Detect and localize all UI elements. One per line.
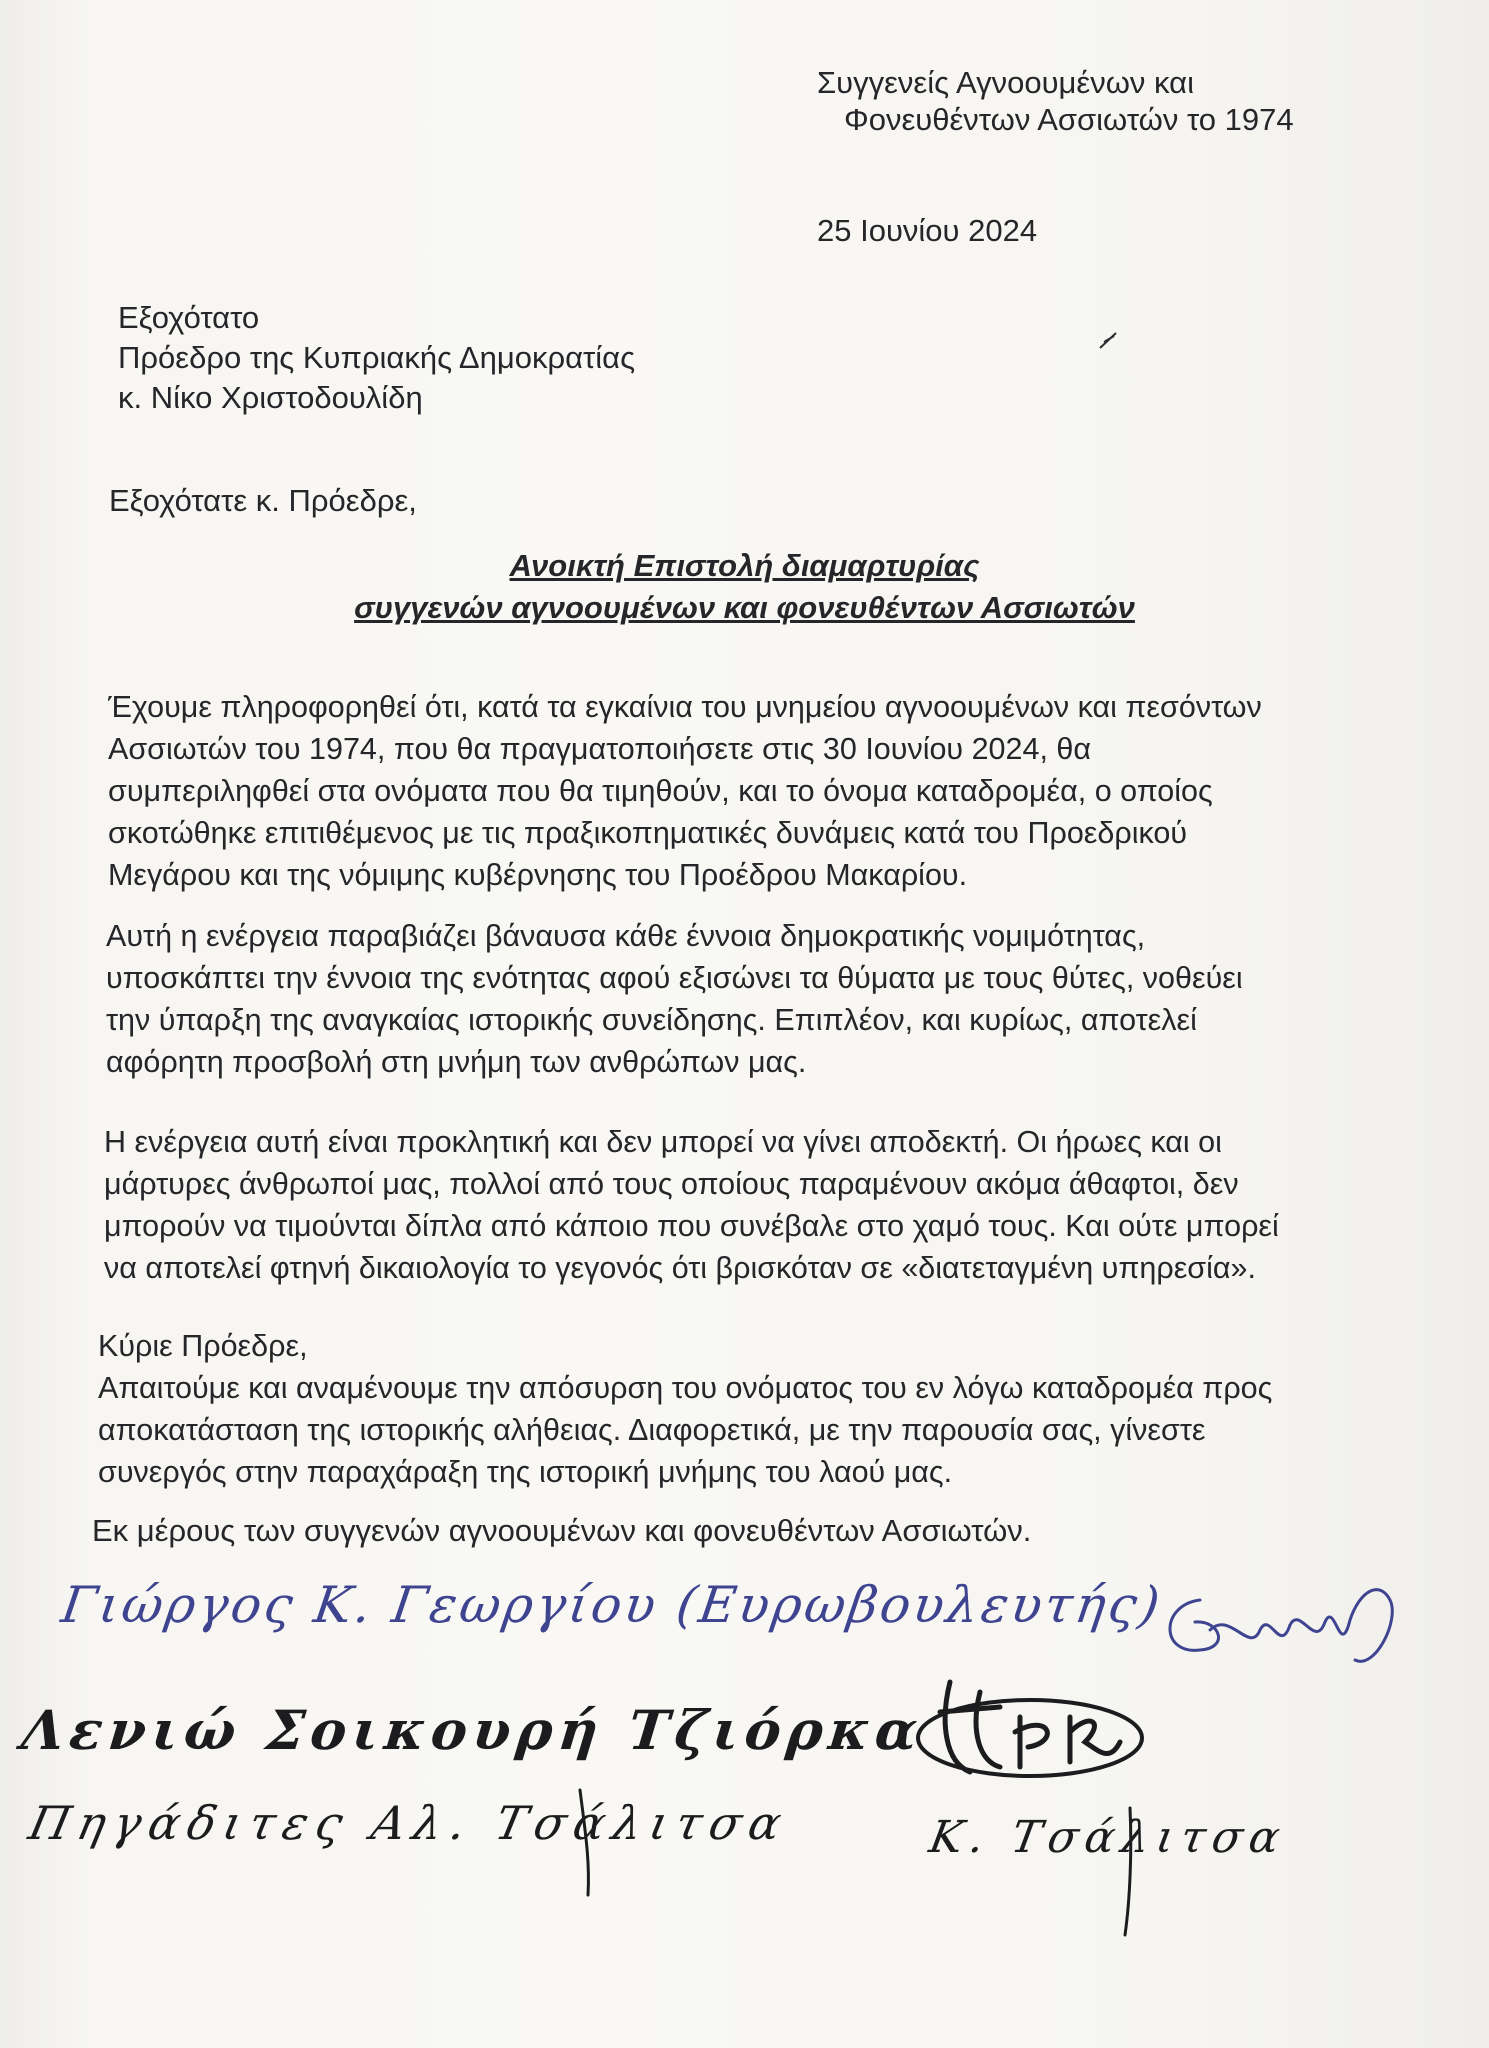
recipient-line-1: Εξοχότατο xyxy=(118,300,260,335)
closing-address: Κύριε Πρόεδρε, xyxy=(98,1329,308,1363)
paragraph-line: αφόρητη προσβολή στη μνήμη των ανθρώπων μας. xyxy=(106,1045,807,1079)
pen-mark-icon xyxy=(1098,330,1118,350)
paragraph-line: Ασσιωτών του 1974, που θα πραγματοποιήσετε στις 30 Ιουνίου 2024, θα xyxy=(108,732,1091,766)
letter-date: 25 Ιουνίου 2024 xyxy=(817,213,1038,248)
paragraph-line: την ύπαρξη της αναγκαίας ιστορικής συνείδησης. Επιπλέον, και κυρίως, αποτελεί xyxy=(106,1003,1197,1037)
signature-stroke-black-2 xyxy=(1100,1800,1160,1940)
title-line-2: συγγενών αγνοουμένων και φονευθέντων Ασσιωτών xyxy=(354,590,1135,625)
paragraph-3 xyxy=(104,1121,1279,1289)
signature-circle-black xyxy=(910,1672,1170,1802)
signature-pigadites: Πηγάδιτες Αλ. Τσάλιτσα xyxy=(24,1796,795,1850)
paragraph-line: Έχουμε πληροφορηθεί ότι, κατά τα εγκαίνια του μνημείου αγνοουμένων και πεσόντων xyxy=(108,690,1262,724)
signature-tsalitsa: Κ. Τσάλιτσα xyxy=(925,1812,1291,1863)
title-line-1: Ανοικτή Επιστολή διαμαρτυρίας xyxy=(509,548,980,583)
recipient-line-3: κ. Νίκο Χριστοδουλίδη xyxy=(118,380,423,415)
recipient-block xyxy=(118,298,635,418)
signature-georgiou: Γιώργος Κ. Γεωργίου (Ευρωβουλευτής) xyxy=(57,1576,1167,1634)
paragraph-line: μάρτυρες άνθρωποί μας, πολλοί από τους οποίους παραμένουν ακόμα άθαφτοι, δεν xyxy=(104,1167,1239,1201)
paragraph-line: Η ενέργεια αυτή είναι προκλητική και δεν μπορεί να γίνει αποδεκτή. Οι ήρωες και οι xyxy=(104,1125,1222,1159)
paragraph-line: μπορούν να τιμούνται δίπλα από κάποιο που συνέβαλε στο χαμό τους. Και ούτε μπορεί xyxy=(104,1209,1279,1243)
paragraph-line: Μεγάρου και της νόμιμης κυβέρνησης του Προέδρου Μακαρίου. xyxy=(108,858,968,892)
paragraph-line: να αποτελεί φτηνή δικαιολογία το γεγονός ότι βρισκόταν σε «διατεταγμένη υπηρεσία». xyxy=(104,1251,1256,1285)
signature-tziorka: Λενιώ Σοικουρή Τζιόρκα xyxy=(18,1698,927,1762)
paragraph-line: υποσκάπτει την έννοια της ενότητας αφού εξισώνει τα θύματα με τους θύτες, νοθεύει xyxy=(106,961,1243,995)
closing-line: Απαιτούμε και αναμένουμε την απόσυρση του ονόματος του εν λόγω καταδρομέα προς xyxy=(98,1371,1273,1405)
letter-title xyxy=(0,545,1489,629)
sender-line-2: Φονευθέντων Ασσιωτών το 1974 xyxy=(844,102,1294,137)
sender-block xyxy=(817,64,1294,138)
closing-line: συνεργός στην παραχάραξη της ιστορική μνήμης του λαού μας. xyxy=(98,1455,953,1489)
paragraph-line: Αυτή η ενέργεια παραβιάζει βάναυσα κάθε έννοια δημοκρατικής νομιμότητας, xyxy=(106,919,1146,953)
paragraph-1 xyxy=(108,686,1262,896)
signoff-line: Εκ μέρους των συγγενών αγνοουμένων και φονευθέντων Ασσιωτών. xyxy=(92,1513,1032,1548)
salutation: Εξοχότατε κ. Πρόεδρε, xyxy=(109,483,417,518)
sender-line-1: Συγγενείς Αγνοουμένων και xyxy=(817,65,1194,100)
paragraph-line: σκοτώθηκε επιτιθέμενος με τις πραξικοπηματικές δυνάμεις κατά του Προεδρικού xyxy=(108,816,1188,850)
signature-stroke-black xyxy=(560,1780,620,1900)
recipient-line-2: Πρόεδρο της Κυπριακής Δημοκρατίας xyxy=(118,340,636,375)
paragraph-2 xyxy=(106,915,1243,1083)
signature-scribble-blue xyxy=(1140,1560,1420,1680)
closing-line: αποκατάσταση της ιστορικής αλήθειας. Διαφορετικά, με την παρουσία σας, γίνεστε xyxy=(98,1413,1206,1447)
closing-block xyxy=(98,1325,1272,1493)
paragraph-line: συμπεριληφθεί στα ονόματα που θα τιμηθούν, και το όνομα καταδρομέα, ο οποίος xyxy=(108,774,1213,808)
